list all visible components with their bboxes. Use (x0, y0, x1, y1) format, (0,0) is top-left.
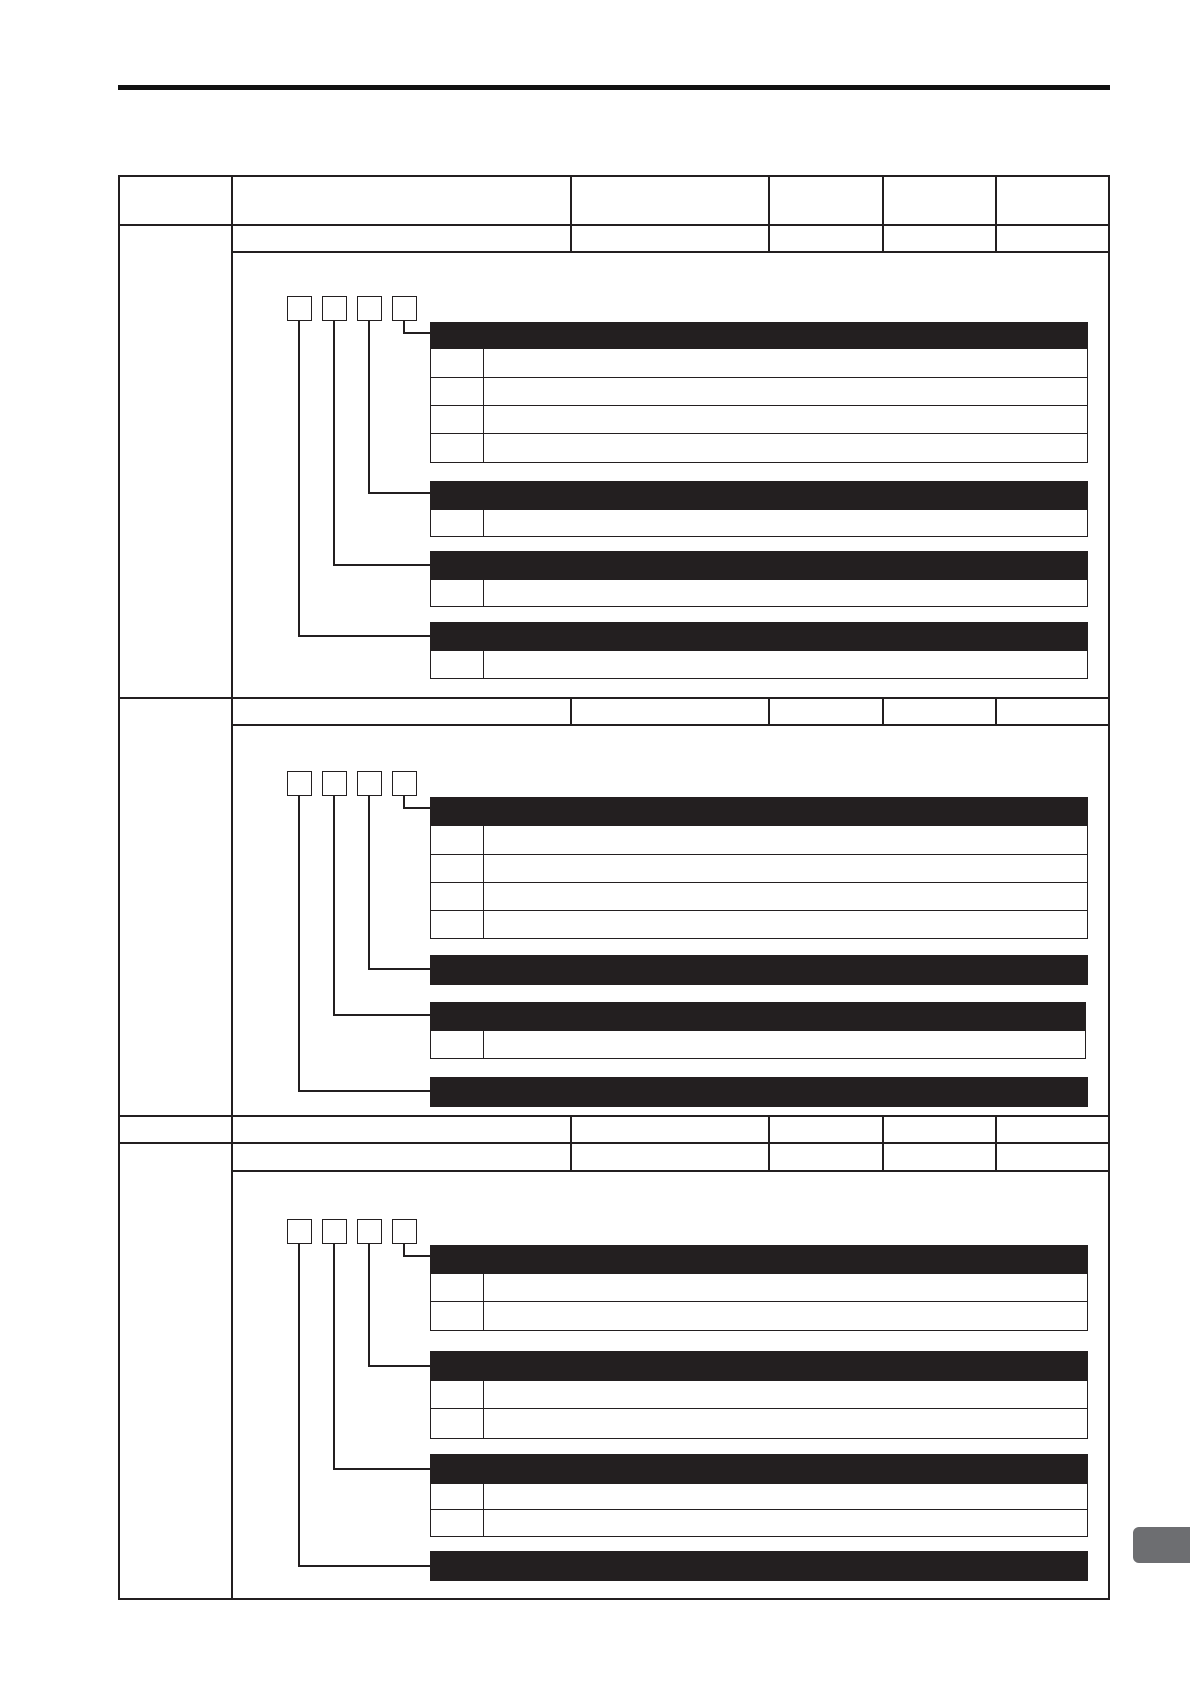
option-code (431, 1274, 484, 1301)
option-row (430, 1484, 1088, 1510)
option-row (430, 1302, 1088, 1331)
option-row (430, 1381, 1088, 1409)
option-code (431, 1381, 484, 1408)
option-row (430, 1274, 1088, 1302)
option-code (431, 1484, 484, 1509)
option-row (430, 1510, 1088, 1537)
option-code (431, 1510, 484, 1536)
option-code (431, 1409, 484, 1438)
group-title-bar (430, 1245, 1088, 1274)
option-code (431, 1302, 484, 1330)
group-title-bar (430, 1551, 1088, 1581)
group-title-bar (430, 1351, 1088, 1381)
option-row (430, 1409, 1088, 1439)
section-tab[interactable] (1133, 1527, 1190, 1563)
group-title-bar (430, 1454, 1088, 1484)
